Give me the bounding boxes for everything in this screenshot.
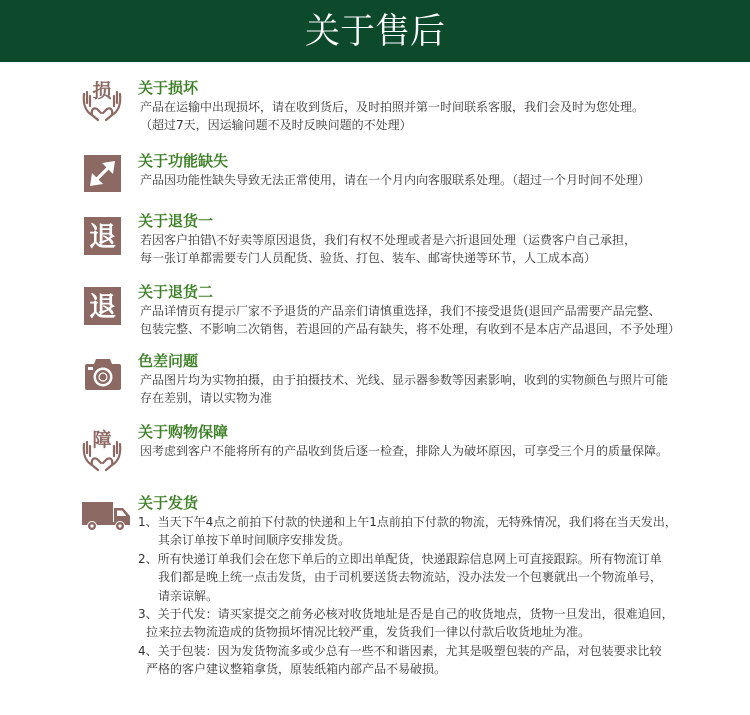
shipping-item-line: 我们都是晚上统一点击发货，由于司机要送货去物流站，没办法发一个包裹就出一个物流单号， (158, 570, 663, 585)
section-text-line: 若因客户拍错\不好卖等原因退货，我们有权不处理或者是六折退回处理（运费客户自己承担， (140, 233, 637, 247)
section-text-line: 存在差别，请以实物为准 (140, 391, 273, 405)
page-title: 关于售后 (304, 12, 445, 52)
section-text (138, 152, 650, 189)
section-text-line: 因考虑到客户不能将所有的产品收到货后逐一检查，排除人为破坏原因，可享受三个月的质量保障。 (140, 444, 669, 458)
section-text-line: 产品详情页有提示厂家不予退货的产品亲们请慎重选择，我们不接受退货(退回产品需要产品完整、 (140, 304, 661, 318)
section-heading: 关于发货 (138, 494, 199, 512)
section-text (138, 494, 677, 679)
shipping-item-line: 3、关于代发：请买家提交之前务必核对收货地址是否是自己的收货地点，货物一旦发出，很难追回， (138, 606, 674, 621)
section-text (138, 283, 680, 338)
section-color-difference (0, 352, 750, 405)
section-text (138, 79, 644, 134)
return-icon-character: 退 (89, 292, 116, 323)
shipping-item (138, 605, 677, 642)
shipping-item (138, 513, 677, 550)
section-text (138, 212, 636, 267)
return-icon-character: 退 (89, 222, 116, 253)
section-text-line: 每一张订单都需要专门人员配货、验货、打包、装车、邮寄快递等环节，人工成本高） (140, 251, 597, 265)
camera-flash (88, 367, 93, 370)
damage-icon-character: 损 (92, 80, 112, 102)
section-text-line: （超过7天，因运输问题不及时反映问题的不处理） (140, 118, 412, 132)
section-text (138, 423, 668, 460)
section-shipping (0, 494, 750, 677)
hands-guarantee-icon (81, 426, 123, 472)
diagonal-arrows-icon (84, 155, 121, 192)
section-heading: 关于退货二 (138, 283, 214, 301)
shipping-item-line: 2、所有快递订单我们会在您下单后的立即出单配货，快递跟踪信息网上可直接跟踪。所有物流订单 (138, 551, 662, 566)
truck-cargo (82, 502, 113, 522)
section-guarantee (0, 423, 750, 458)
section-heading: 色差问题 (138, 352, 199, 370)
section-text-line: 包装完整、不影响二次销售，若退回的产品有缺失，将不处理，有收到不是本店产品退回，不予处理） (140, 322, 681, 336)
section-heading: 关于退货一 (138, 212, 214, 230)
section-text-line: 产品图片均为实物拍摄，由于拍摄技术、光线、显示器参数等因素影响，收到的实物颜色与照片可能 (140, 373, 669, 387)
section-return-one (0, 212, 750, 265)
return-badge-icon (84, 287, 121, 325)
section-heading: 关于功能缺失 (138, 152, 229, 170)
return-badge-icon (84, 217, 121, 255)
shipping-item (138, 550, 677, 605)
shipping-item (138, 642, 677, 679)
truck-icon (82, 501, 131, 531)
shipping-item-line: 请亲谅解。 (158, 588, 219, 603)
section-text-line: 产品因功能性缺失导致无法正常使用，请在一个月内向客服联系处理。（超过一个月时间不处理） (140, 173, 651, 187)
shipping-item-line: 其余订单按下单时间顺序安排发货。 (158, 533, 351, 548)
section-heading: 关于损坏 (138, 79, 199, 97)
section-damage (0, 79, 750, 132)
section-return-two (0, 283, 750, 336)
camera-lens (94, 368, 113, 387)
hands-damage-icon (81, 78, 123, 122)
section-heading: 关于购物保障 (138, 423, 229, 441)
camera-icon (84, 356, 122, 391)
shipping-item-line: 4、关于包装：因为发货物流多或少总有一些不和谐因素，尤其是吸塑包装的产品，对包装要求比较 (138, 643, 662, 658)
section-text-line: 产品在运输中出现损坏，请在收到货后，及时拍照并第一时间联系客服，我们会及时为您处理。 (140, 100, 645, 114)
header-banner (0, 0, 750, 62)
shipping-item-line: 严格的客户建议整箱拿货，原装纸箱内部产品不易破损。 (146, 662, 447, 677)
section-missing-function (0, 152, 750, 187)
shipping-item-line: 拉来拉去物流造成的货物损坏情况比较严重，发货我们一律以付款后收货地址为准。 (146, 625, 591, 640)
shipping-item-line: 1、当天下午4点之前拍下付款的快递和上午1点前拍下付款的物流，无特殊情况，我们将在当天发出， (138, 515, 677, 529)
guarantee-icon-character: 障 (92, 429, 112, 451)
section-text (138, 352, 668, 407)
